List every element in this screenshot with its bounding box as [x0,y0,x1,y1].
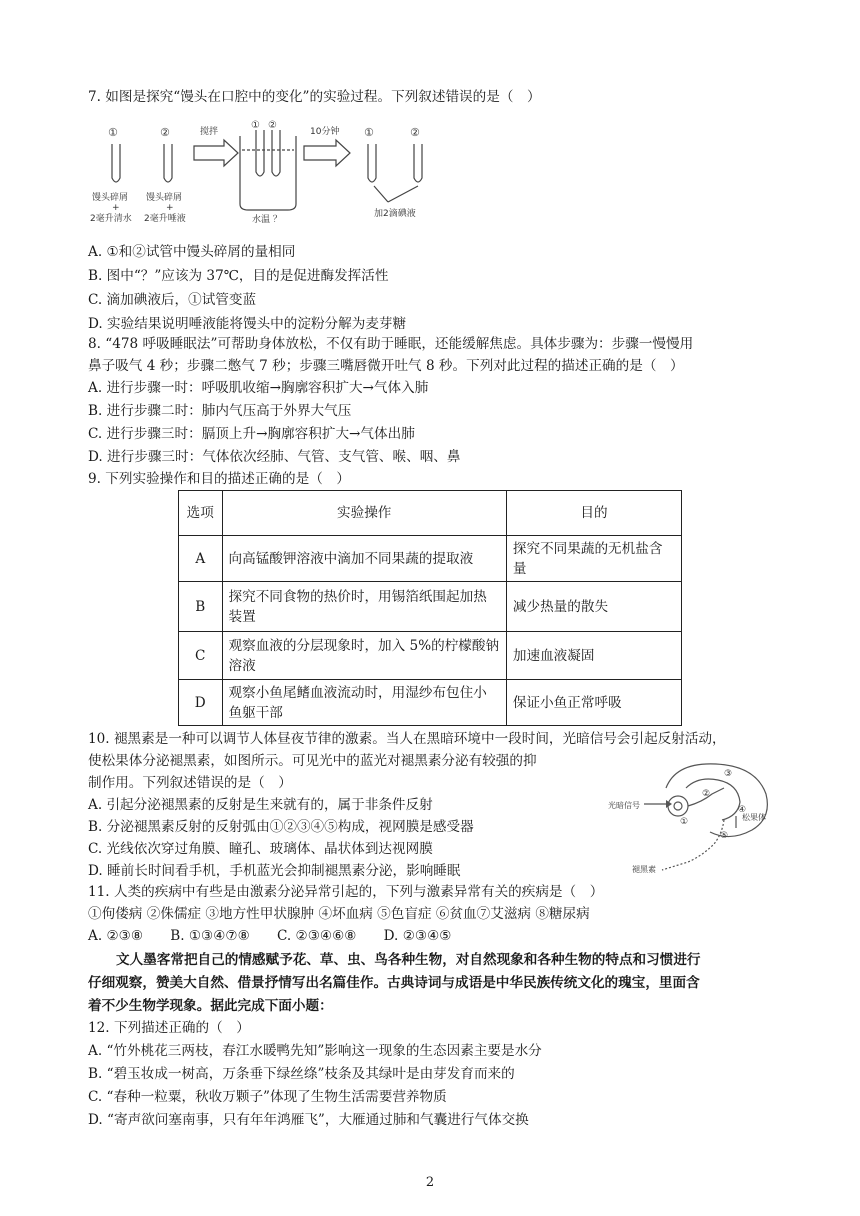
table-header-operation: 实验操作 [222,491,506,536]
q10-stem-line3: 制作用。下列叙述错误的是（ ） [88,775,292,791]
q9-table [178,490,682,726]
table-cell-option: A [179,536,223,582]
q11-items: ①佝偻病 ②侏儒症 ③地方性甲状腺肿 ④坏血病 ⑤色盲症 ⑥贫血⑦艾滋病 ⑧糖尿病 [88,906,590,922]
q7-stem: 7. 如图是探究“馒头在口腔中的变化”的实验过程。下列叙述错误的是（ ） [88,89,541,105]
q10-option-a: A. 引起分泌褪黑素的反射是生来就有的，属于非条件反射 [88,797,433,813]
q10-fig-pineal: 松果体 [742,813,766,822]
q7-fig-c-tube2: ② [410,126,420,139]
q7-fig-label1b: + [112,203,120,213]
table-cell-purpose: 保证小鱼正常呼吸 [506,680,681,726]
table-row [179,582,682,632]
table-cell-purpose: 加速血液凝固 [506,632,681,680]
table-header-purpose: 目的 [506,491,681,536]
table-cell-option: C [179,632,223,680]
table-header-option: 选项 [179,491,223,536]
q10-reflex-figure [606,758,786,876]
q12-option-a: A. “竹外桃花三两枝，春江水暖鸭先知”影响这一现象的生态因素主要是水分 [88,1043,542,1059]
table-header-row [179,491,682,536]
q10-fig-n5: ⑤ [720,831,729,841]
table-cell-operation: 观察血液的分层现象时，加入 5%的柠檬酸钠溶液 [222,632,506,680]
table-cell-purpose: 减少热量的散失 [506,582,681,632]
q10-option-b: B. 分泌褪黑素反射的反射弧由①②③④⑤构成，视网膜是感受器 [88,819,474,835]
q7-fig-tube1: ① [108,126,118,139]
passage-line1: 文人墨客常把自己的情感赋予花、草、虫、鸟各种生物，对自然现象和各种生物的特点和习惯进行 [116,952,701,968]
q10-fig-melatonin: 褪黑素 [632,865,656,874]
passage-line2: 仔细观察，赞美大自然、借景抒情写出名篇佳作。古典诗词与成语是中华民族传统文化的瑰宝，里面含 [88,975,700,991]
table-row [179,632,682,680]
page-number: 2 [425,1175,435,1190]
table-cell-operation: 观察小鱼尾鳍血液流动时，用湿纱布包住小鱼躯干部 [222,680,506,726]
q7-fig-arrow1: 搅拌 [200,127,219,137]
q7-option-c: C. 滴加碘液后，①试管变蓝 [88,292,257,308]
q8-option-c: C. 进行步骤三时：膈顶上升→胸廓容积扩大→气体出肺 [88,426,415,442]
q7-option-b: B. 图中“？”应该为 37℃，目的是促进酶发挥活性 [88,268,389,284]
q7-fig-label2a: 馒头碎屑 [146,193,183,203]
q10-fig-signal: 光暗信号 [608,801,640,810]
q7-experiment-figure [88,116,568,226]
q8-stem-line2: 鼻子吸气 4 秒；步骤二憋气 7 秒；步骤三嘴唇微开吐气 8 秒。下列对此过程的描述正确的是（ ） [88,358,684,374]
table-row [179,536,682,582]
q8-stem-line1: 8. “478 呼吸睡眠法”可帮助身体放松，不仅有助于睡眠，还能缓解焦虑。具体步骤为：步骤一慢慢用 [88,336,694,352]
table-cell-purpose: 探究不同果蔬的无机盐含量 [506,536,681,582]
q8-option-b: B. 进行步骤二时：肺内气压高于外界大气压 [88,403,352,419]
q7-fig-iodine: 加2滴碘液 [374,209,416,219]
q7-fig-label1a: 馒头碎屑 [92,193,129,203]
q12-option-c: C. “春种一粒粟，秋收万颗子”体现了生物生活需要营养物质 [88,1089,447,1105]
q10-fig-n3: ③ [724,769,733,779]
q10-fig-n1: ① [680,817,689,827]
q8-option-a: A. 进行步骤一时：呼吸肌收缩→胸廓容积扩大→气体入肺 [88,380,429,396]
q12-option-d: D. “寄声欲问塞南事，只有年年鸿雁飞”，大雁通过肺和气囊进行气体交换 [88,1112,529,1128]
q7-fig-b-tube1: ① [251,120,260,131]
q7-fig-tube2: ② [160,126,170,139]
q10-fig-n2: ② [702,789,711,799]
q11-stem: 11. 人类的疾病中有些是由激素分泌异常引起的，下列与激素异常有关的疾病是（ ） [88,884,604,900]
q7-fig-c-tube1: ① [364,126,374,139]
table-cell-operation: 探究不同食物的热价时，用锡箔纸围起加热装置 [222,582,506,632]
q7-fig-label2b: + [166,203,174,213]
q12-stem: 12. 下列描述正确的（ ） [88,1020,250,1036]
q10-stem-line2: 使松果体分泌褪黑素，如图所示。可见光中的蓝光对褪黑素分泌有较强的抑 [88,753,537,769]
q12-option-b: B. “碧玉妆成一树高，万条垂下绿丝绦”枝条及其绿叶是由芽发育而来的 [88,1066,515,1082]
q7-option-d: D. 实验结果说明唾液能将馒头中的淀粉分解为麦芽糖 [88,316,407,332]
q10-fig-n4: ④ [738,805,747,815]
q7-fig-b-tube2: ② [268,120,277,131]
q11-options: A. ②③⑧ B. ①③④⑦⑧ C. ②③④⑥⑧ D. ②③④⑤ [88,928,452,944]
table-cell-option: B [179,582,223,632]
passage-line3: 着不少生物学现象。据此完成下面小题： [88,998,333,1014]
q7-fig-label1c: 2毫升清水 [90,214,132,224]
table-cell-operation: 向高锰酸钾溶液中滴加不同果蔬的提取液 [222,536,506,582]
table-cell-option: D [179,680,223,726]
q8-option-d: D. 进行步骤三时：气体依次经肺、气管、支气管、喉、咽、鼻 [88,449,461,465]
q7-fig-arrow2: 10分钟 [310,127,340,137]
table-row [179,680,682,726]
q9-stem: 9. 下列实验操作和目的描述正确的是（ ） [88,471,350,487]
q10-stem-line1: 10. 褪黑素是一种可以调节人体昼夜节律的激素。当人在黑暗环境中一段时间，光暗信号会引起反射活动， [88,731,726,747]
q7-fig-water: 水温 ？ [252,215,282,225]
q10-option-c: C. 光线依次穿过角膜、瞳孔、玻璃体、晶状体到达视网膜 [88,841,433,857]
q7-fig-label2c: 2毫升唾液 [144,214,186,224]
q7-option-a: A. ①和②试管中馒头碎屑的量相同 [88,244,296,260]
q10-option-d: D. 睡前长时间看手机，手机蓝光会抑制褪黑素分泌，影响睡眠 [88,863,461,879]
